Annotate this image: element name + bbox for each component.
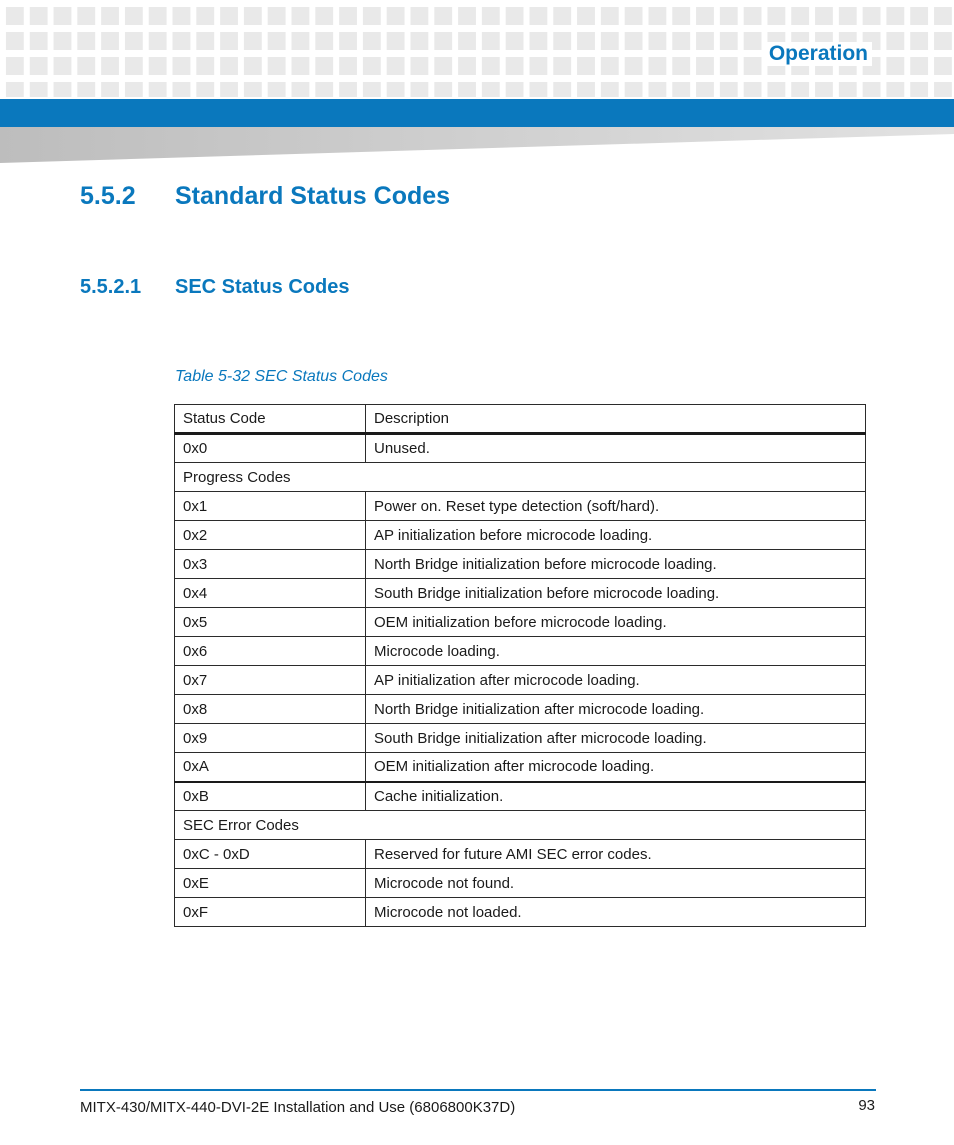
group-label: SEC Error Codes	[175, 811, 866, 840]
footer-document-title: MITX-430/MITX-440-DVI-2E Installation and Use (6806800K37D)	[80, 1099, 516, 1116]
subsection-title: SEC Status Codes	[175, 276, 350, 298]
description-cell: OEM initialization after microcode loading.	[366, 753, 866, 782]
description-cell: Microcode loading.	[366, 637, 866, 666]
table-row	[175, 782, 866, 811]
sec-status-table	[174, 404, 866, 927]
description-cell: Cache initialization.	[366, 782, 866, 811]
table-header-row	[175, 405, 866, 434]
description-cell: Microcode not found.	[366, 869, 866, 898]
status-code-cell: 0x1	[175, 492, 366, 521]
table-row	[175, 434, 866, 463]
section-title: Standard Status Codes	[175, 182, 451, 210]
table-group-row	[175, 811, 866, 840]
status-code-cell: 0xE	[175, 869, 366, 898]
status-code-cell: 0xC - 0xD	[175, 840, 366, 869]
footer-page-number: 93	[858, 1097, 875, 1114]
status-code-cell: 0xA	[175, 753, 366, 782]
description-cell: South Bridge initialization after microcode loading.	[366, 724, 866, 753]
section-number: 5.5.2	[80, 182, 136, 210]
table-row	[175, 579, 866, 608]
status-code-cell: 0x0	[175, 434, 366, 463]
description-cell: South Bridge initialization before microcode loading.	[366, 579, 866, 608]
status-code-cell: 0x9	[175, 724, 366, 753]
table-row	[175, 492, 866, 521]
table-row	[175, 695, 866, 724]
table-row	[175, 724, 866, 753]
subsection-number: 5.5.2.1	[80, 276, 142, 298]
column-header-description: Description	[366, 405, 866, 434]
column-header-status-code: Status Code	[175, 405, 366, 434]
status-code-cell: 0xB	[175, 782, 366, 811]
chapter-label: Operation	[765, 42, 872, 66]
description-cell: Unused.	[366, 434, 866, 463]
table-row	[175, 666, 866, 695]
status-code-cell: 0x4	[175, 579, 366, 608]
table-row	[175, 840, 866, 869]
header-grey-wedge	[0, 127, 954, 163]
table-row	[175, 608, 866, 637]
description-cell: Reserved for future AMI SEC error codes.	[366, 840, 866, 869]
table-row	[175, 550, 866, 579]
description-cell: OEM initialization before microcode loading.	[366, 608, 866, 637]
table-row	[175, 898, 866, 927]
description-cell: Microcode not loaded.	[366, 898, 866, 927]
table-group-row	[175, 463, 866, 492]
description-cell: Power on. Reset type detection (soft/hard).	[366, 492, 866, 521]
subsection-heading	[80, 276, 349, 299]
status-code-cell: 0x8	[175, 695, 366, 724]
description-cell: AP initialization before microcode loading.	[366, 521, 866, 550]
status-code-cell: 0x7	[175, 666, 366, 695]
description-cell: North Bridge initialization after microcode loading.	[366, 695, 866, 724]
section-heading	[80, 182, 450, 211]
table-row	[175, 521, 866, 550]
group-label: Progress Codes	[175, 463, 866, 492]
footer-divider	[80, 1089, 876, 1091]
status-code-cell: 0x3	[175, 550, 366, 579]
status-code-cell: 0x6	[175, 637, 366, 666]
table-row	[175, 753, 866, 782]
description-cell: North Bridge initialization before microcode loading.	[366, 550, 866, 579]
description-cell: AP initialization after microcode loading.	[366, 666, 866, 695]
status-code-cell: 0x2	[175, 521, 366, 550]
table-caption: Table 5-32 SEC Status Codes	[175, 368, 388, 385]
table-row	[175, 869, 866, 898]
table-row	[175, 637, 866, 666]
header-blue-bar	[0, 99, 954, 127]
status-code-cell: 0xF	[175, 898, 366, 927]
status-code-cell: 0x5	[175, 608, 366, 637]
